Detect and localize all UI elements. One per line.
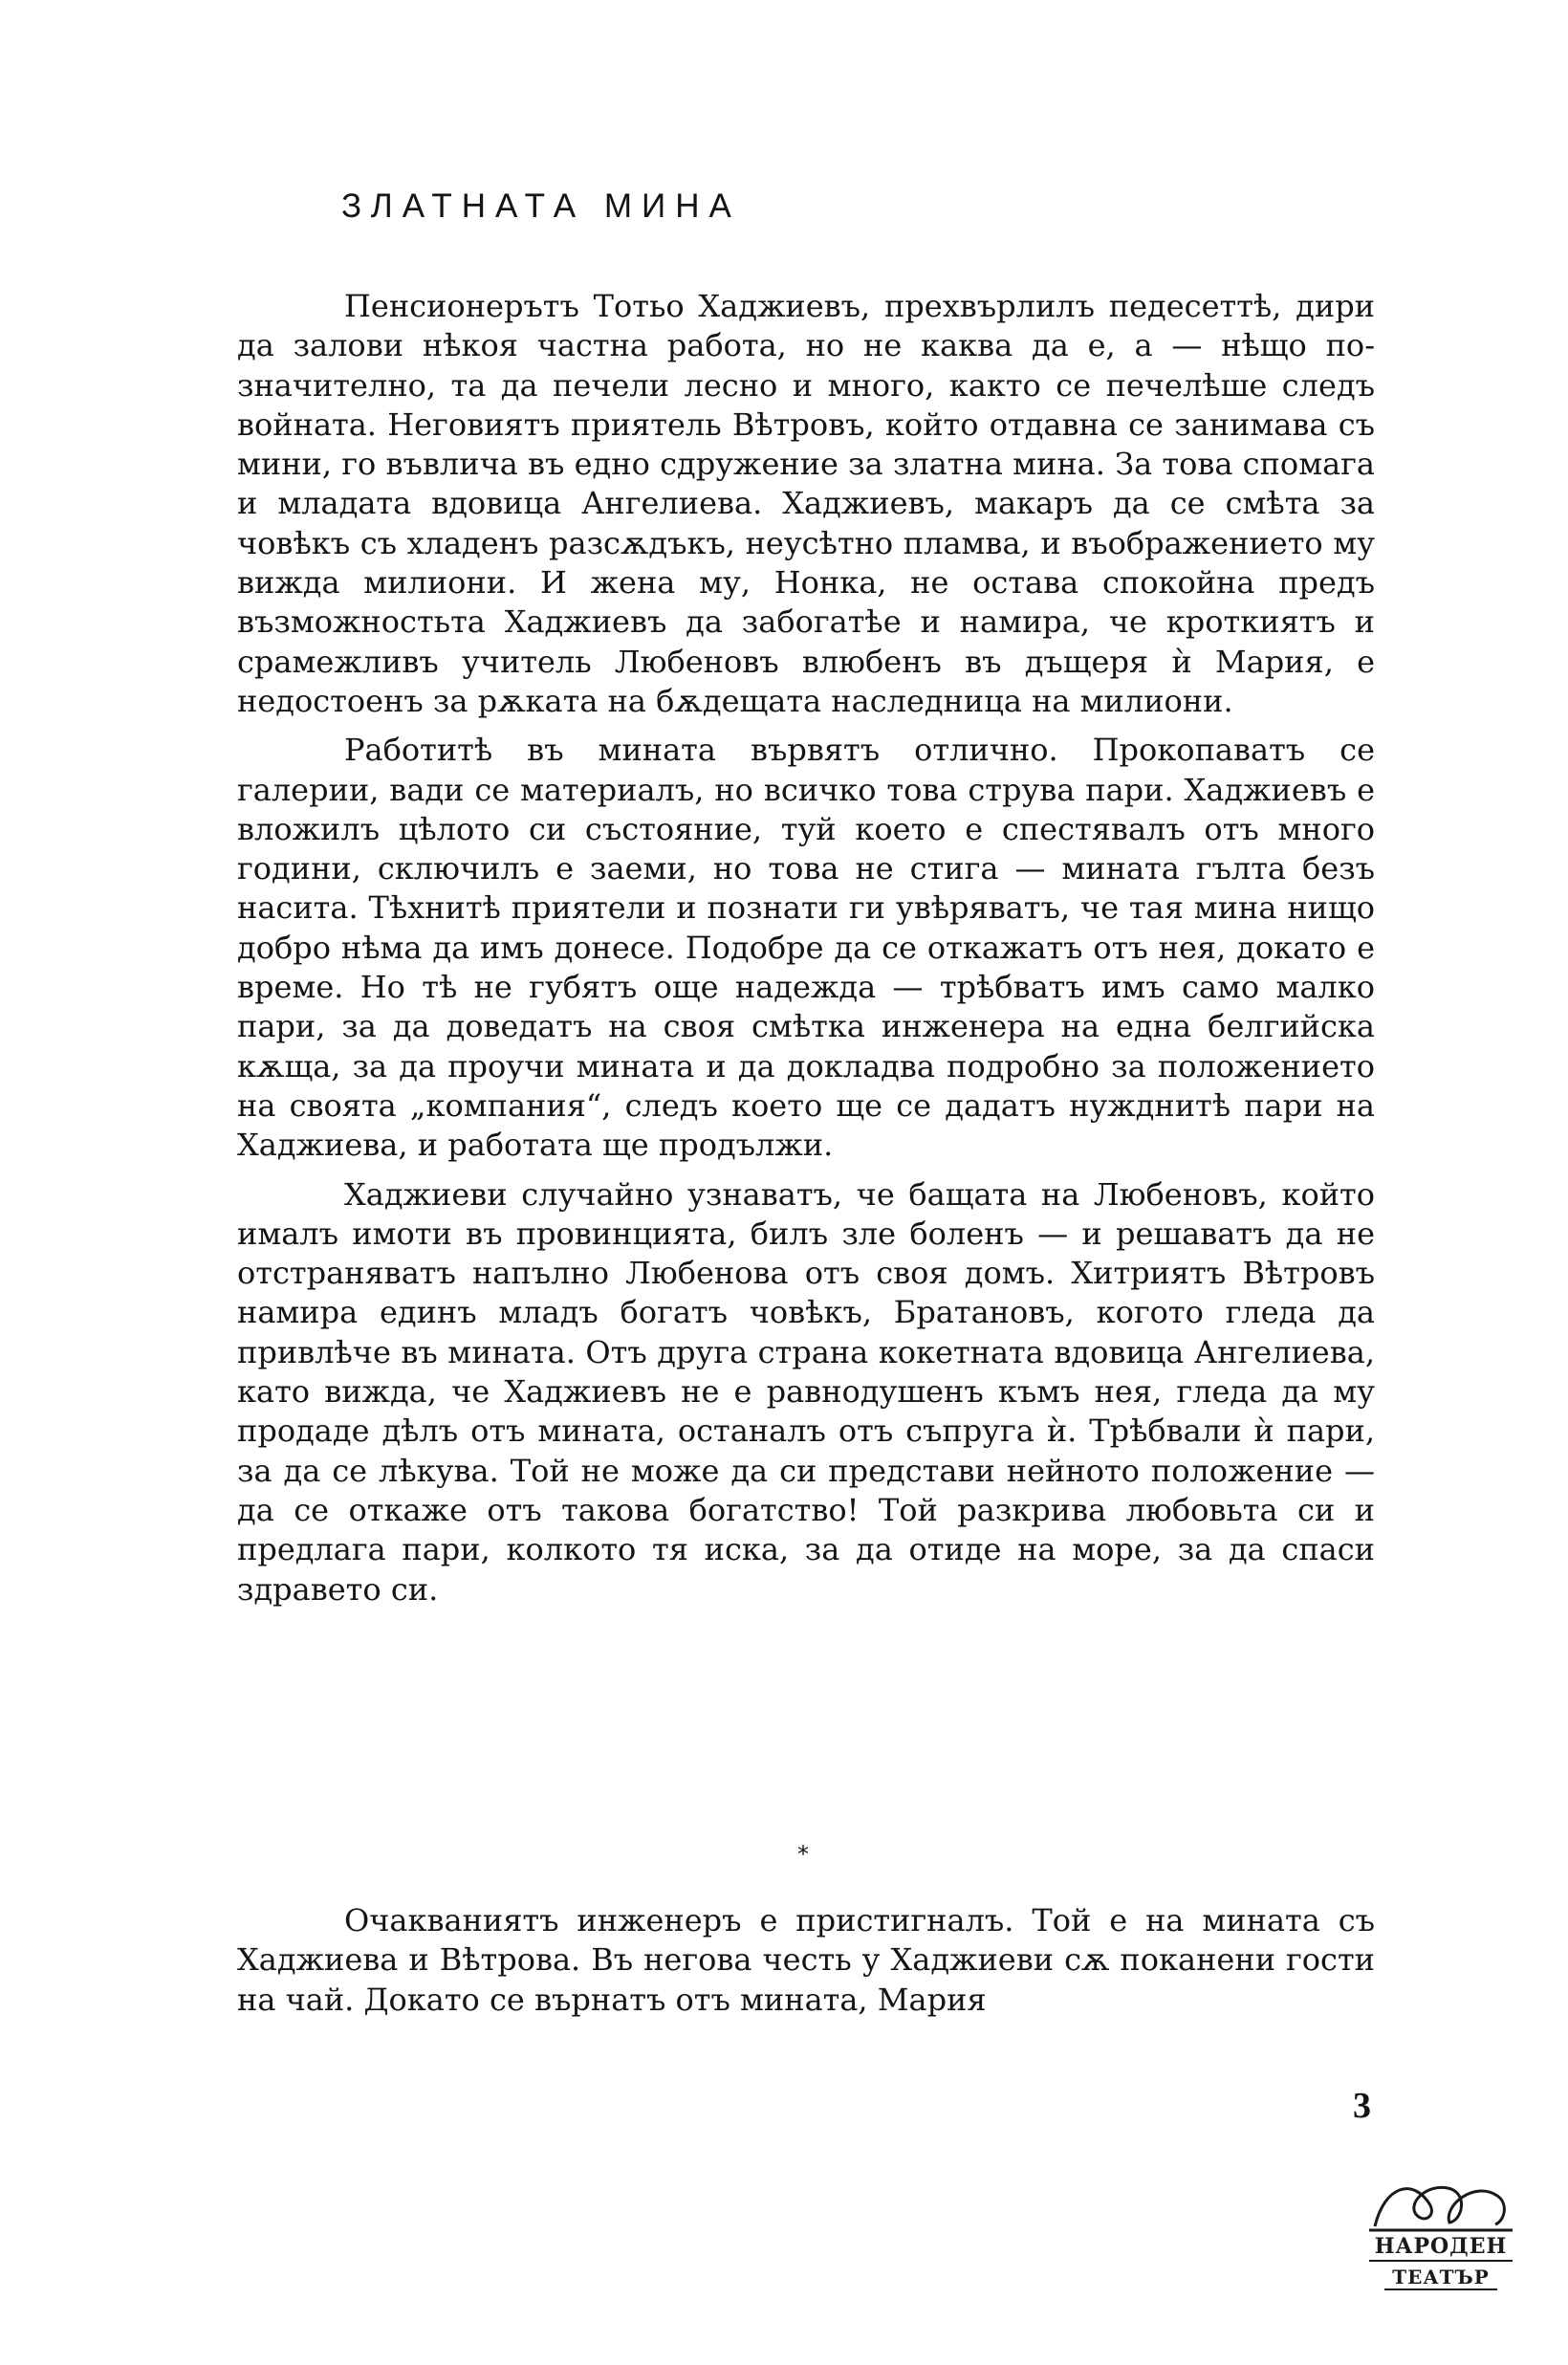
theatre-stamp (1356, 2167, 1526, 2310)
paragraph: Хаджиеви случайно узнаватъ, че бащата на Любеновъ, който ималъ имоти въ провинцията, билъ зле боленъ — и решаватъ да не отстраняватъ напълно Любенова отъ своя домъ. Хитриятъ Вѣтровъ намира единъ младъ богатъ човѣкъ, Братановъ, когото гледа да привлѣче въ мината. Отъ друга страна кокетната вдовица Ангелиева, като вижда, че Хаджиевъ не е равнодушенъ къмъ нея, гледа да му продаде дѣлъ отъ мината, останалъ отъ съпруга ѝ. Трѣбвали ѝ пари, за да се лѣкува. Той не може да си представи нейното положение — да се откаже отъ такова богатство! Той разкрива любовьта си и предлага пари, колкото тя иска, за да отиде на море, за да спаси здравето си. (237, 1175, 1375, 1608)
paragraph: Пенсионерътъ Тотьо Хаджиевъ, прехвърлилъ педесеттѣ, дири да залови нѣкоя частна работа, но не каква да е, а — нѣщо по-значително, та да печели лесно и много, както се печелѣше следъ войната. Неговиятъ приятель Вѣтровъ, който отдавна се занимава съ мини, го въвлича въ едно сдружение за златна мина. За това спомага и младата вдовица Ангелиева. Хаджиевъ, макаръ да се смѣта за човѣкъ съ хладенъ разсѫдъкъ, неусѣтно пламва, и въображението му вижда милиони. И жена му, Нонка, не остава спокойна предъ възможностьта Хаджиевъ да забогатѣе и намира, че кроткиятъ и срамежливъ учитель Любеновъ влюбенъ въ дъщеря ѝ Мария, е недостоенъ за рѫката на бѫдещата наследница на милиони. (237, 288, 1375, 719)
page-number: 3 (1353, 2086, 1371, 2126)
paragraph: Очакваниятъ инженеръ е пристигналъ. Той е на мината съ Хаджиева и Вѣтрова. Въ негова честь у Хаджиеви сѫ поканени гости на чай. Докато се върнатъ отъ мината, Мария (237, 1902, 1375, 2018)
stamp-text-bottom: ТЕАТЪР (1392, 2266, 1490, 2288)
summary-text (237, 287, 1375, 1619)
paragraph: Работитѣ въ мината вървятъ отлично. Прокопаватъ се галерии, вади се материалъ, но всичко това струва пари. Хаджиевъ е вложилъ цѣлото си състояние, туй което е спестявалъ отъ много години, сключилъ е заеми, но това не стига — мината гълта безъ насита. Тѣхнитѣ приятели и познати ги увѣряватъ, че тая мина нищо добро нѣма да имъ донесе. Подобре да се откажатъ отъ нея, докато е време. Но тѣ не губятъ още надежда — трѣбватъ имъ само малко пари, за да доведатъ на своя смѣтка инженера на една белгийска кѫща, за да проучи мината и да докладва подробно за положението на своята „компания“, следъ което ще се дадатъ нужднитѣ пари на Хаджиева, и работата ще продължи. (237, 732, 1375, 1164)
stamp-text-top: НАРОДЕН (1374, 2234, 1508, 2259)
continuation-text (237, 1901, 1375, 2020)
page-title: ЗЛАТНАТА МИНА (341, 187, 741, 225)
section-separator: * (797, 1841, 809, 1868)
